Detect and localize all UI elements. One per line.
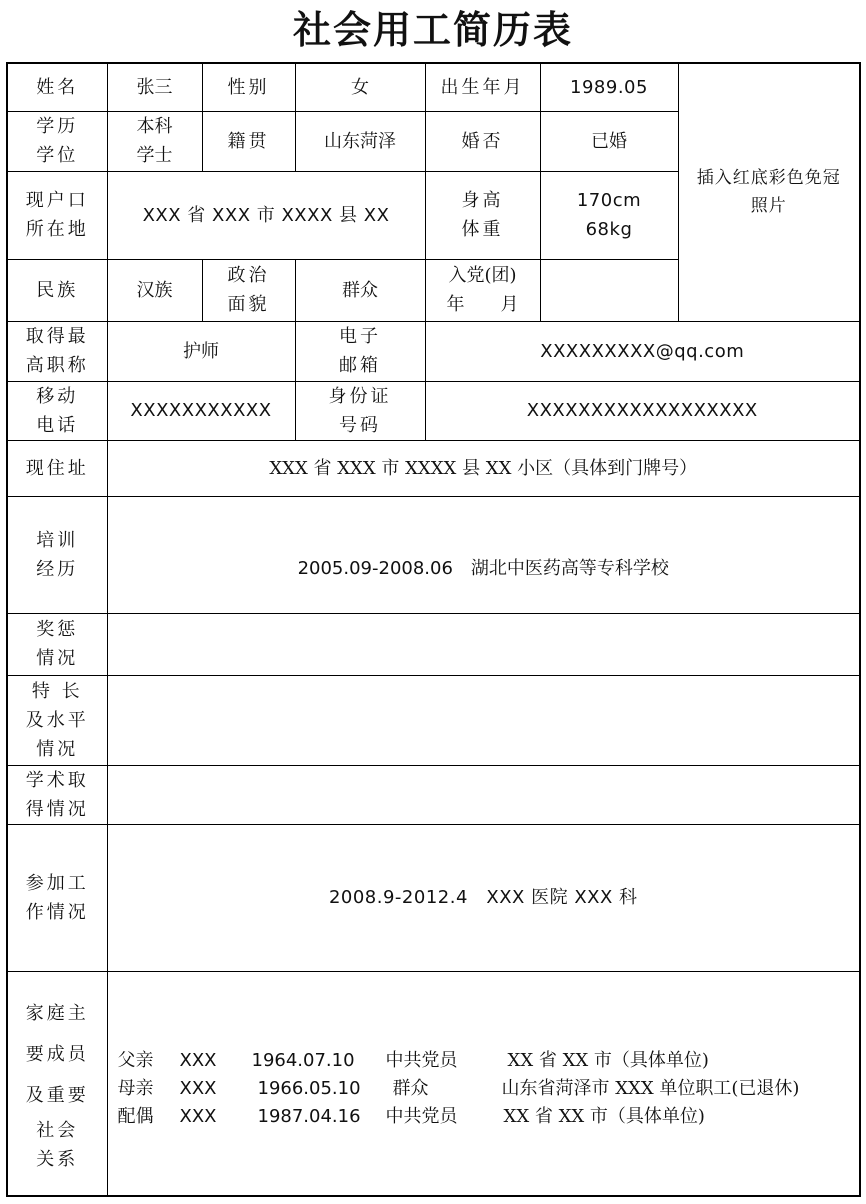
- label-name: 姓名: [7, 63, 107, 111]
- family-unit: XX 省 XX 市（具体单位): [507, 1050, 709, 1072]
- family-status: 中共党员: [385, 1050, 458, 1072]
- label-academic: [7, 765, 107, 824]
- value-gender: 女: [295, 63, 425, 111]
- family-status: 群众: [392, 1078, 429, 1100]
- label-title-line1: 取得最: [25, 326, 89, 347]
- label-edu-line2: 学位: [36, 145, 79, 166]
- value-training: [107, 496, 860, 613]
- label-edu-line1: 学历: [36, 116, 79, 137]
- label-political: [202, 259, 295, 321]
- family-name: XXX: [179, 1078, 217, 1100]
- photo-cell: [678, 63, 860, 321]
- value-birth: 1989.05: [540, 63, 678, 111]
- value-work: 2008.9-2012.4 XXX 医院 XXX 科: [107, 824, 860, 971]
- label-mobile-line1: 移动: [36, 385, 79, 407]
- label-birth: 出生年月: [425, 63, 540, 111]
- value-name: 张三: [107, 63, 202, 111]
- label-marriage: 婚否: [425, 111, 540, 171]
- value-marriage: 已婚: [540, 111, 678, 171]
- value-weight: 68kg: [585, 219, 633, 240]
- family-date: 1966.05.10: [257, 1078, 361, 1100]
- label-height-weight: [425, 171, 540, 259]
- label-gender: 性别: [202, 63, 295, 111]
- value-native: 山东菏泽: [295, 111, 425, 171]
- label-native: 籍贯: [202, 111, 295, 171]
- family-relation: 母亲: [117, 1078, 154, 1100]
- family-status: 中共党员: [385, 1106, 458, 1128]
- family-date: 1964.07.10: [251, 1050, 355, 1072]
- label-title: [7, 321, 107, 381]
- family-date: 1987.04.16: [257, 1106, 361, 1128]
- label-training-line2: 经历: [36, 558, 79, 580]
- label-email: [295, 321, 425, 381]
- label-political-line1: 政治: [227, 265, 270, 286]
- label-hukou-line2: 所在地: [25, 219, 89, 240]
- label-training: [7, 496, 107, 613]
- label-height: 身高: [461, 190, 504, 211]
- label-email-line2: 邮箱: [339, 355, 381, 376]
- label-idcard-line2: 号码: [339, 414, 381, 436]
- label-family-line3: 及重要: [25, 1084, 89, 1106]
- resume-form: [6, 62, 861, 1197]
- label-address: 现住址: [7, 440, 107, 496]
- label-academic-line1: 学术取: [25, 769, 89, 791]
- value-height-weight: [540, 171, 678, 259]
- value-idcard: XXXXXXXXXXXXXXXXXX: [425, 381, 860, 440]
- family-name: XXX: [179, 1050, 217, 1072]
- label-mobile: [7, 381, 107, 440]
- value-height: 170cm: [576, 190, 642, 211]
- label-ethnic: 民族: [7, 259, 107, 321]
- label-weight: 体重: [461, 219, 504, 240]
- label-family-line1: 家庭主: [25, 1002, 89, 1024]
- label-idcard-line1: 身份证: [328, 385, 392, 407]
- family-unit: 山东省菏泽市 XXX 单位职工(已退休): [501, 1078, 800, 1100]
- value-education: [107, 111, 202, 171]
- label-party-line2: 年 月: [446, 294, 519, 315]
- value-edu-line1: 本科: [136, 116, 173, 137]
- label-training-line1: 培训: [36, 529, 79, 551]
- value-political: 群众: [295, 259, 425, 321]
- label-skills-line2: 及水平: [25, 709, 89, 731]
- value-hukou: XXX 省 XXX 市 XXXX 县 XX: [107, 171, 425, 259]
- label-family-line4: 社会: [36, 1119, 79, 1141]
- label-title-line2: 高职称: [25, 355, 89, 376]
- value-skills: [107, 675, 860, 765]
- training-entry: 2005.09-2008.06 湖北中医药高等专科学校: [297, 558, 669, 579]
- photo-placeholder: 插入红底彩色免冠照片: [696, 168, 841, 217]
- value-title: 护师: [107, 321, 295, 381]
- value-academic: [107, 765, 860, 824]
- label-work: [7, 824, 107, 971]
- label-work-line1: 参加工: [25, 872, 89, 894]
- value-party-date: [540, 259, 678, 321]
- family-unit: XX 省 XX 市（具体单位): [503, 1106, 705, 1128]
- label-work-line2: 作情况: [25, 901, 89, 923]
- label-family-line5: 关系: [36, 1148, 79, 1170]
- value-awards: [107, 613, 860, 675]
- label-family: [7, 971, 107, 1196]
- value-mobile: XXXXXXXXXXX: [107, 381, 295, 440]
- label-mobile-line2: 电话: [36, 414, 79, 436]
- label-awards-line1: 奖惩: [36, 619, 79, 640]
- label-party-date: [425, 259, 540, 321]
- label-skills-line3: 情况: [36, 738, 79, 760]
- label-awards: [7, 613, 107, 675]
- label-political-line2: 面貌: [227, 294, 270, 315]
- family-list: [108, 1033, 860, 1133]
- label-academic-line2: 得情况: [25, 798, 89, 820]
- value-email: XXXXXXXXX@qq.com: [425, 321, 860, 381]
- label-email-line1: 电子: [339, 326, 381, 347]
- value-family: [107, 971, 860, 1196]
- family-name: XXX: [179, 1106, 217, 1128]
- value-edu-line2: 学士: [136, 145, 173, 166]
- value-ethnic: 汉族: [107, 259, 202, 321]
- label-education: [7, 111, 107, 171]
- label-idcard: [295, 381, 425, 440]
- label-hukou-line1: 现户口: [25, 190, 89, 211]
- value-address: XXX 省 XXX 市 XXXX 县 XX 小区（具体到门牌号）: [107, 440, 860, 496]
- family-relation: 配偶: [117, 1106, 154, 1128]
- label-awards-line2: 情况: [36, 648, 79, 669]
- form-title: 社会用工简历表: [292, 7, 573, 52]
- label-family-line2: 要成员: [25, 1043, 89, 1065]
- label-party-line1: 入党(团): [448, 265, 517, 286]
- label-skills: [7, 675, 107, 765]
- family-relation: 父亲: [117, 1050, 154, 1072]
- label-skills-line1: 特 长: [31, 680, 83, 702]
- label-hukou: [7, 171, 107, 259]
